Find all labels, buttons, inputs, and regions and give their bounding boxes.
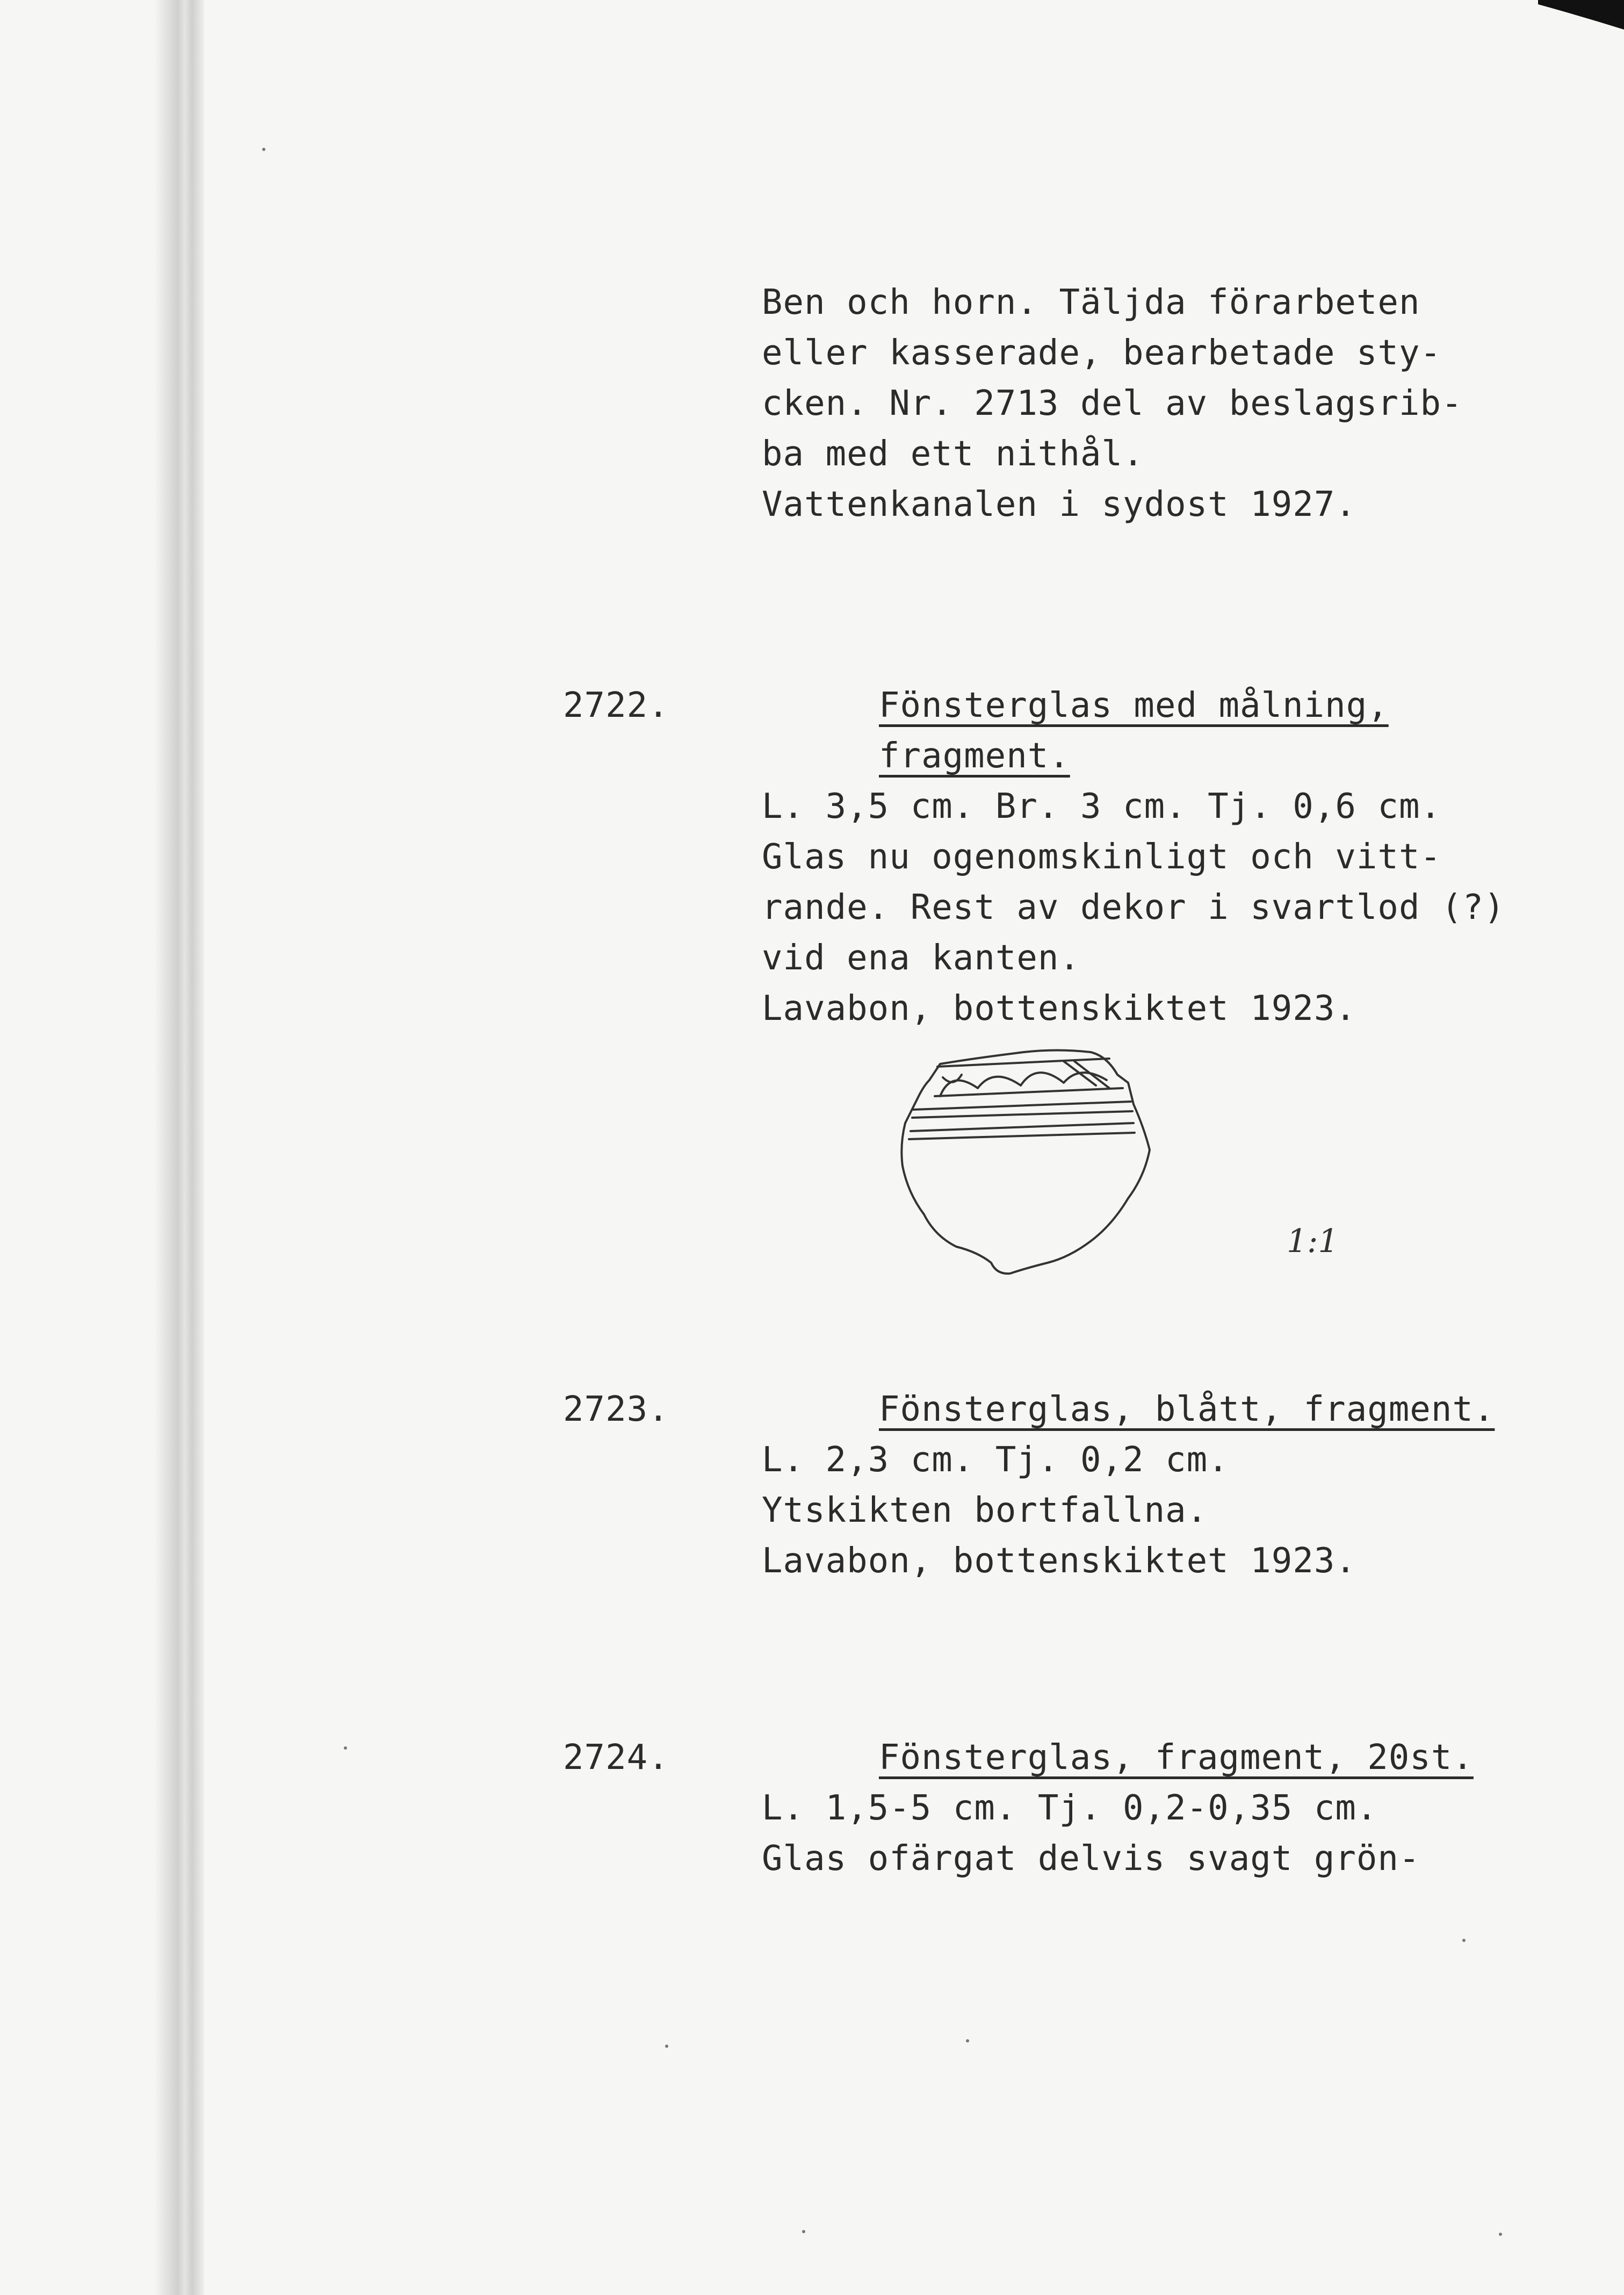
- intro-line: Vattenkanalen i sydost 1927.: [762, 485, 1356, 524]
- intro-line: cken. Nr. 2713 del av beslagsrib-: [762, 384, 1463, 423]
- intro-line: ba med ett nithål.: [762, 434, 1144, 474]
- entry-line: Lavabon, bottenskiktet 1923.: [762, 989, 1356, 1028]
- scan-speck: [966, 2039, 969, 2042]
- entry-line: Ytskikten bortfallna.: [762, 1491, 1208, 1530]
- entry-line: L. 1,5-5 cm. Tj. 0,2-0,35 cm.: [762, 1788, 1378, 1828]
- scan-speck: [802, 2230, 805, 2233]
- entry-line: rande. Rest av dekor i svartlod (?): [762, 888, 1505, 927]
- glass-fragment-sketch: [892, 1037, 1241, 1322]
- entry-title-continued: fragment.: [879, 736, 1070, 776]
- scan-corner-mark: [1538, 0, 1624, 32]
- scale-note: 1:1: [1287, 1222, 1339, 1260]
- entry-number: 2724.: [563, 1738, 669, 1778]
- entry-title: Fönsterglas, blått, fragment.: [879, 1390, 1495, 1429]
- entry-line: L. 2,3 cm. Tj. 0,2 cm.: [762, 1440, 1229, 1480]
- entry-line: Glas ofärgat delvis svagt grön-: [762, 1839, 1420, 1879]
- entry-number: 2723.: [563, 1390, 669, 1429]
- entry-title: Fönsterglas, fragment, 20st.: [879, 1738, 1474, 1778]
- entry-line: L. 3,5 cm. Br. 3 cm. Tj. 0,6 cm.: [762, 787, 1441, 826]
- entry-line: vid ena kanten.: [762, 938, 1080, 978]
- entry-line: Glas nu ogenomskinligt och vitt-: [762, 837, 1441, 877]
- entry-number: 2722.: [563, 686, 669, 725]
- intro-line: eller kasserade, bearbetade sty-: [762, 333, 1441, 373]
- page-binding-edge: [156, 0, 204, 2295]
- scan-speck: [665, 2045, 668, 2048]
- entry-line: Lavabon, bottenskiktet 1923.: [762, 1541, 1356, 1581]
- intro-line: Ben och horn. Täljda förarbeten: [762, 283, 1420, 322]
- scan-speck: [344, 1746, 347, 1750]
- entry-title: Fönsterglas med målning,: [879, 686, 1389, 725]
- scan-speck: [1499, 2233, 1502, 2236]
- scan-speck: [1462, 1939, 1466, 1942]
- scan-speck: [262, 148, 265, 151]
